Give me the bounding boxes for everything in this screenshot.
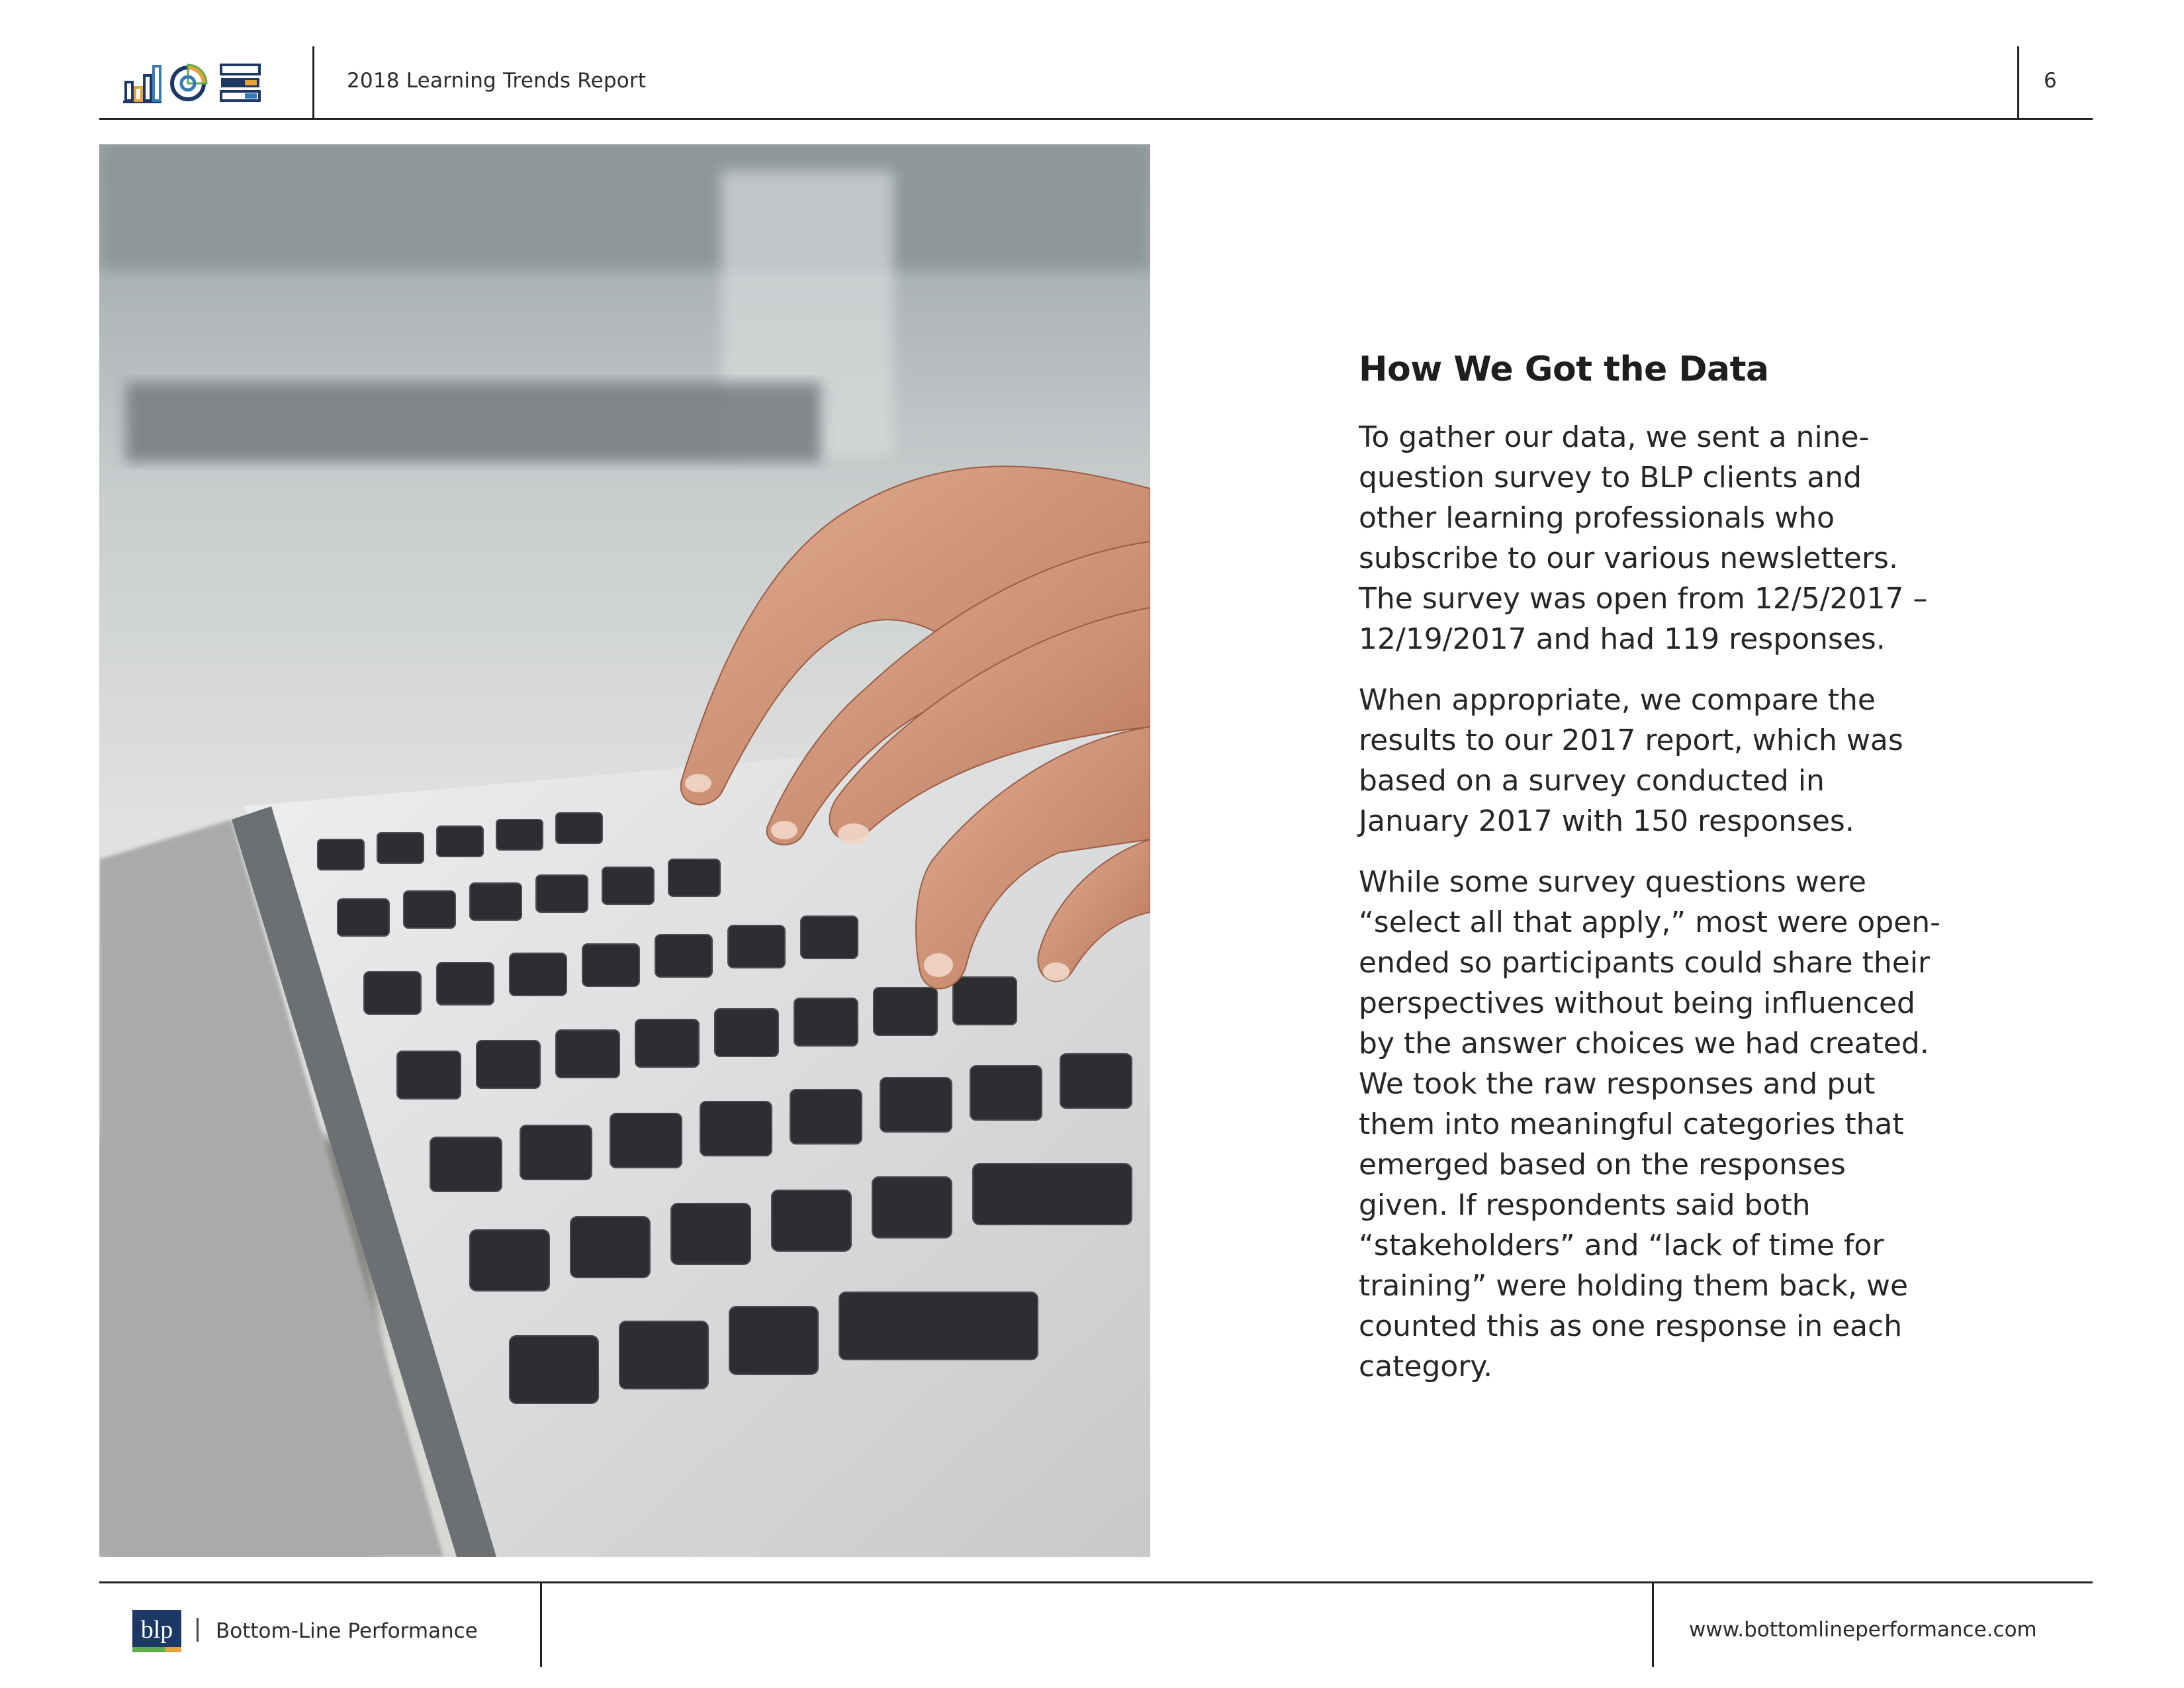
footer-divider-left: [540, 1582, 542, 1667]
page-number: 6: [2044, 69, 2057, 93]
donut-chart-icon: [172, 65, 206, 99]
section-heading: How We Got the Data: [1359, 350, 1769, 389]
brand-separator: [197, 1618, 199, 1642]
bar-chart-icon: [123, 66, 161, 103]
header-divider-right: [2017, 46, 2019, 119]
report-title: 2018 Learning Trends Report: [347, 69, 647, 93]
blp-logo-text: blp: [140, 1616, 173, 1644]
hands-typing-on-laptop-image: [99, 144, 1150, 1557]
how-we-got-the-data-section: [1359, 350, 1941, 1407]
footer-rule: [99, 1581, 2093, 1583]
footer-divider-right: [1652, 1582, 1654, 1667]
paragraph-comparison: When appropriate, we compare the results to our 2017 report, which was based on a survey conducted in January 2017 with 150 responses.: [1359, 683, 1903, 838]
blp-logo: [132, 1610, 181, 1652]
paragraph-categorization: While some survey questions were “select all that apply,” most were open-ended so participants could share their perspectives without being influenced by the answer choices we had created. We took the raw responses and put them into meaningful categories that emerged based on the responses given. If respondents said both “stakeholders” and “lack of time for training” were holding them back, we counted this as one response in each category.: [1359, 865, 1940, 1383]
header-divider-left: [312, 46, 314, 119]
header-logo: [122, 61, 274, 105]
paragraph-survey-method: To gather our data, we sent a nine-question survey to BLP clients and other learning professionals who subscribe to our various newsletters. The survey was open from 12/5/2017 – 12/19/2017 and had 119 responses.: [1359, 420, 1928, 656]
stacked-list-icon: [221, 65, 259, 101]
header-rule: [99, 118, 2093, 120]
website-link[interactable]: www.bottomlineperformance.com: [1689, 1618, 2037, 1642]
company-name: Bottom-Line Performance: [216, 1619, 478, 1643]
